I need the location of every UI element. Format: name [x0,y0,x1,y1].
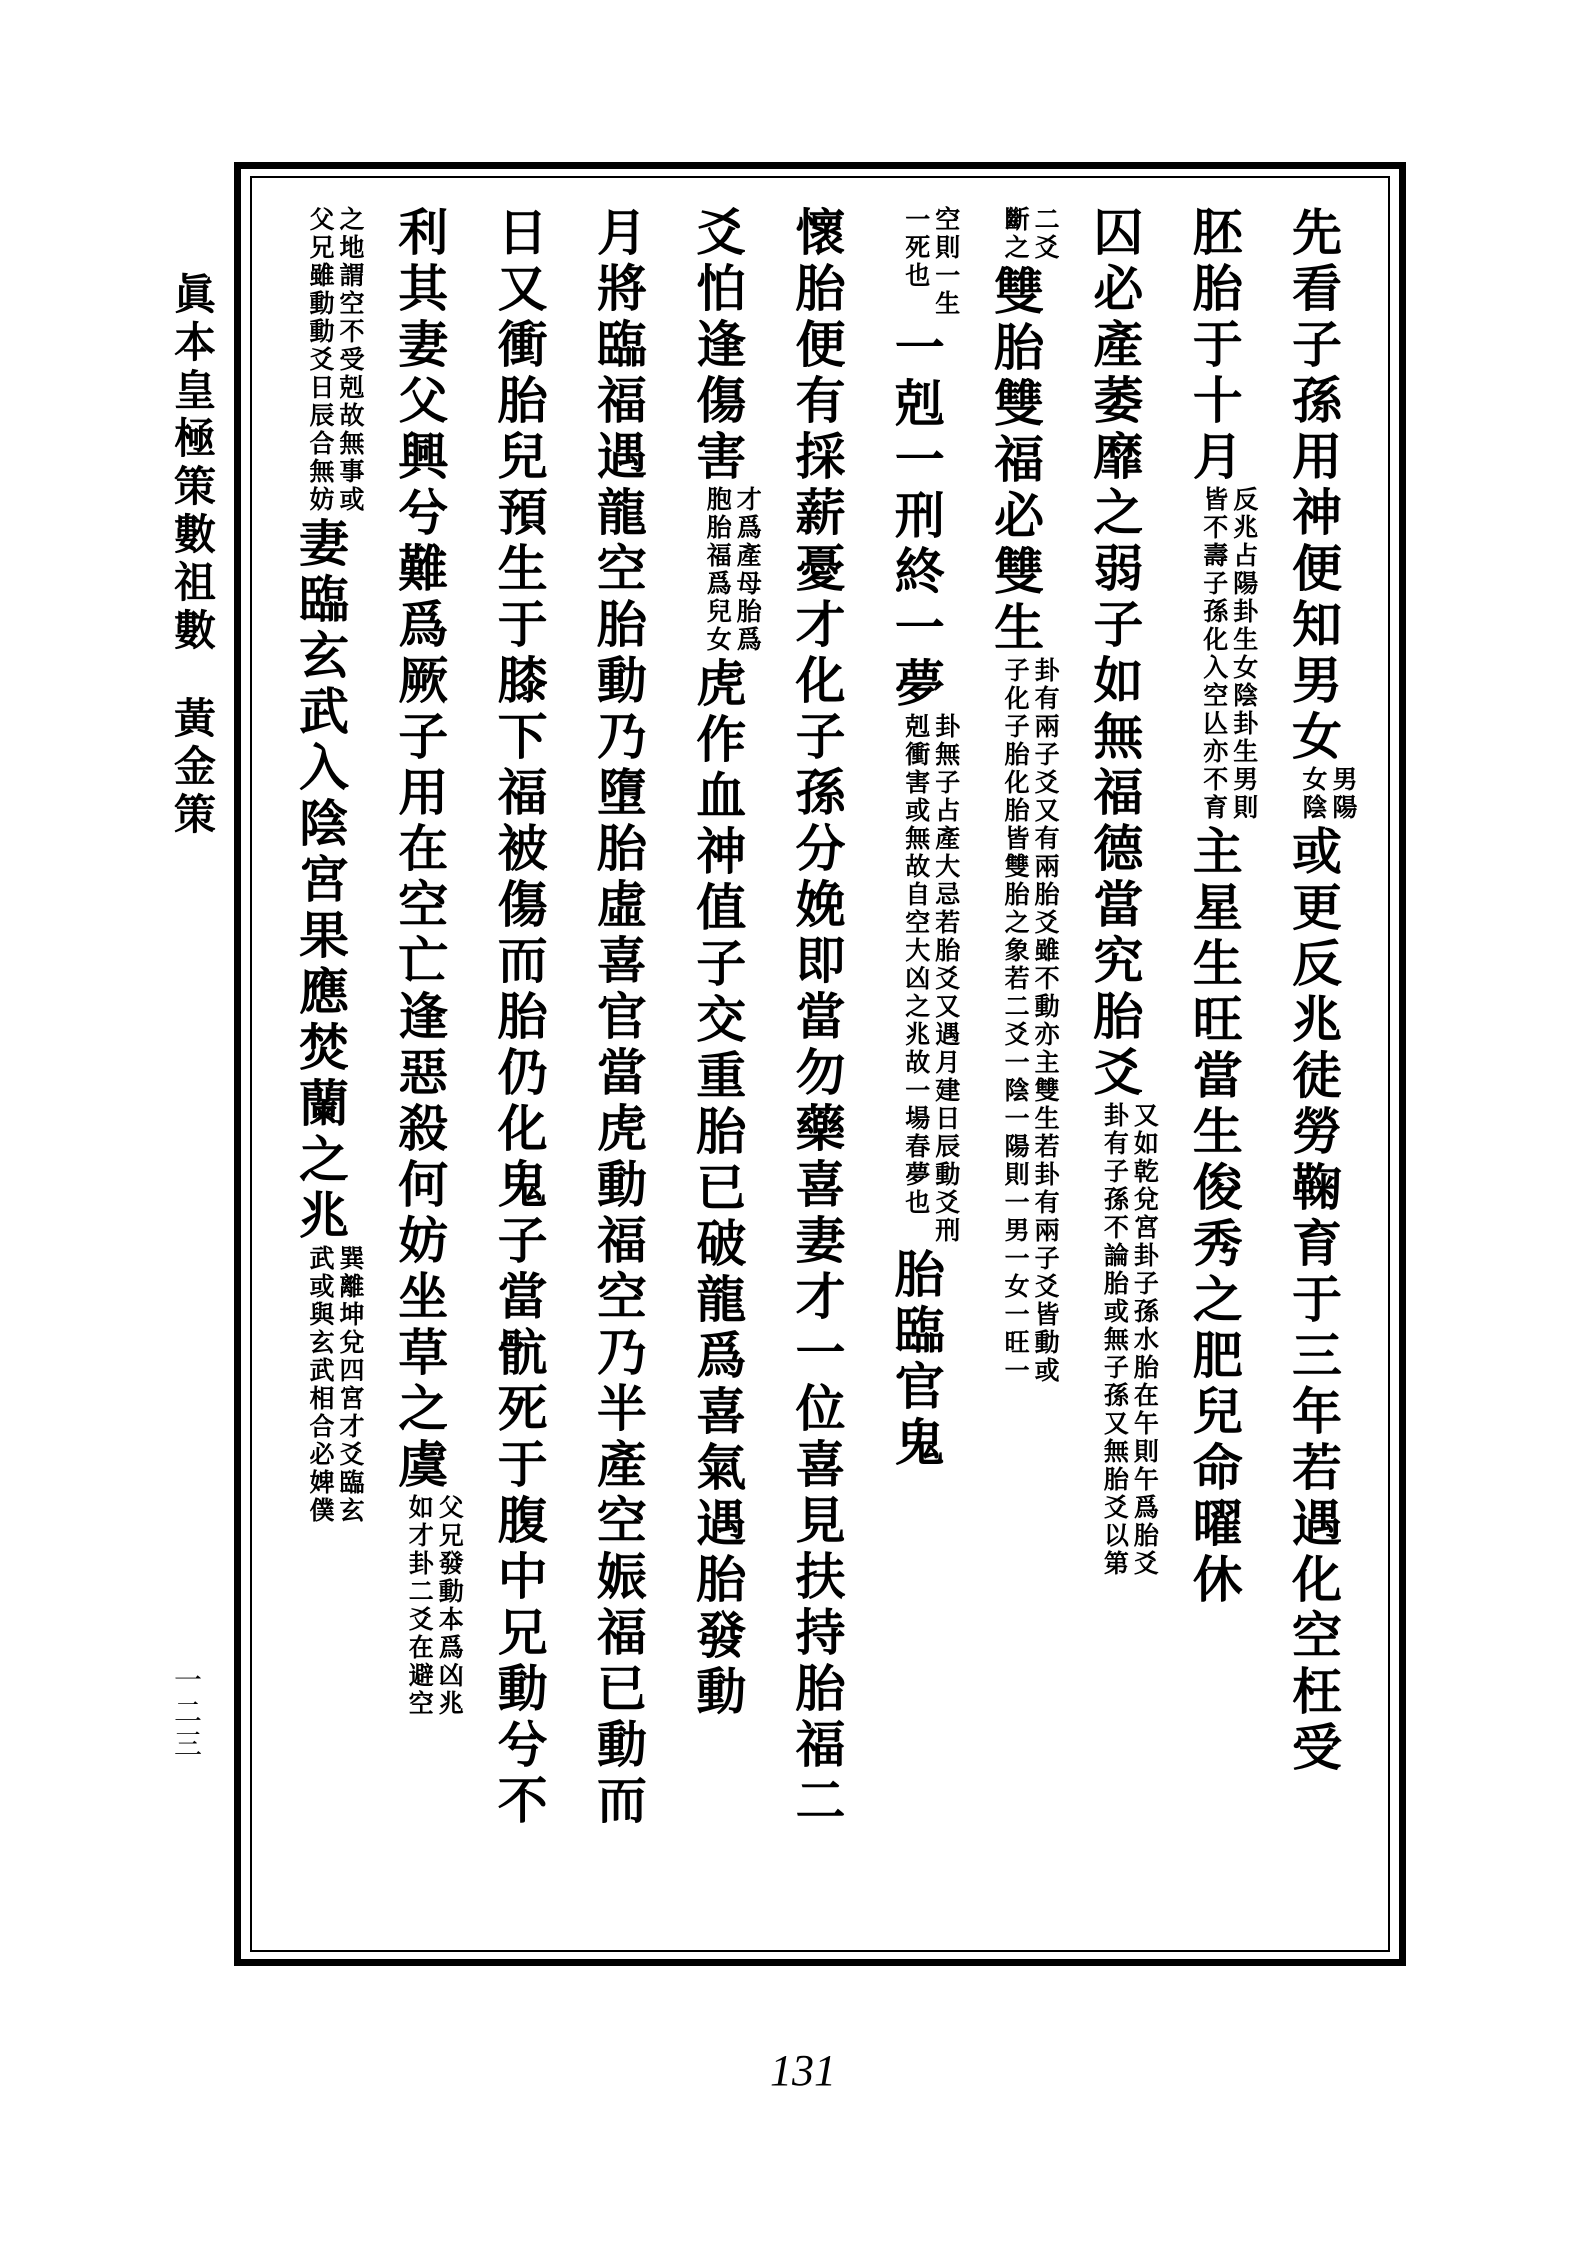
folio-number: 一二三 [170,1665,203,1761]
main-text: 或更反兆徒勞鞠育于三年若遇化空枉受 [1284,825,1343,1777]
text-column [668,206,767,1946]
main-text: 主星生旺當生俊秀之肥兒命曜休 [1184,825,1244,1609]
text-column [271,206,370,1946]
main-text: 雙胎雙福必雙生 [986,265,1046,657]
text-column [867,206,966,1946]
margin-running-title [162,272,222,840]
interlinear-note: 反兆占陽卦生女陰卦生男則皆不壽子孫化入空亾亦不育 [1199,486,1259,822]
main-text: 先看子孫用神便知男女 [1284,206,1343,766]
interlinear-note: 之地謂空不受剋故無事或父兄雖動動爻日辰合無妨 [306,206,365,514]
main-text: 一剋一刑終一夢 [886,321,946,713]
main-text: 爻怕逢傷害 [688,206,748,486]
interlinear-note: 巽離坤兌四宮才爻臨玄武或與玄武相合必婢僕 [306,1245,365,1525]
interlinear-note: 卦無子占產大忌若胎爻又遇月建日辰動爻刑剋衝害或無故自空大凶之兆故一場春夢也 [901,713,961,1245]
text-column [569,206,668,1946]
interlinear-note: 才爲產母胎爲胞胎福爲兒女 [703,486,763,654]
interlinear-note: 父兄發動本爲凶兆如才卦二爻在避空 [405,1494,465,1718]
main-text: 胚胎于十月 [1184,206,1244,486]
main-text: 懷胎便有採薪憂才化子孫分娩即當勿藥喜妻才一位喜見扶持胎福二 [787,206,847,1830]
main-text: 虎作血神值子交重胎已破龍爲喜氣遇胎發動 [688,657,748,1721]
text-column [1065,206,1164,1946]
main-text: 胎臨官鬼 [886,1248,946,1472]
text-column [370,206,469,1946]
interlinear-note: 男陽女陰 [1299,766,1358,822]
main-text: 日又衝胎兒預生于膝下福被傷而胎仍化鬼子當骯死于腹中兄動兮不 [489,206,549,1830]
main-text: 利其妻父興兮難爲厥子用在空亡逢惡殺何妨坐草之虞 [390,206,450,1494]
main-text: 妻臨玄武入陰宮果應焚蘭之兆 [291,517,350,1245]
section-title: 黃金策 [168,696,217,840]
text-column [1264,206,1363,1946]
interlinear-note: 又如乾兌宮卦子孫水胎在午則午爲胎爻卦有子孫不論胎或無子孫又無胎爻以第 [1100,1102,1160,1578]
main-text: 月將臨福遇龍空胎動乃墮胎虛喜官當虎動福空乃半產空娠福已動而 [588,206,648,1830]
page-number: 131 [770,2046,836,2095]
book-title: 眞本皇極策數祖數 [168,272,217,656]
text-column [966,206,1065,1946]
main-text: 囚必產萎靡之弱子如無福德當究胎爻 [1085,206,1145,1102]
interlinear-note: 空則一生一死也 [901,206,961,318]
text-column [768,206,867,1946]
interlinear-note: 卦有兩子爻又有兩胎爻雖不動亦主雙生若卦有兩子爻皆動或子化子胎化胎皆雙胎之象若二爻一陰一陽則一男一女一旺一 [1001,657,1061,1385]
text-column [470,206,569,1946]
interlinear-note: 二爻斷之 [1001,206,1061,262]
text-column [1165,206,1264,1946]
